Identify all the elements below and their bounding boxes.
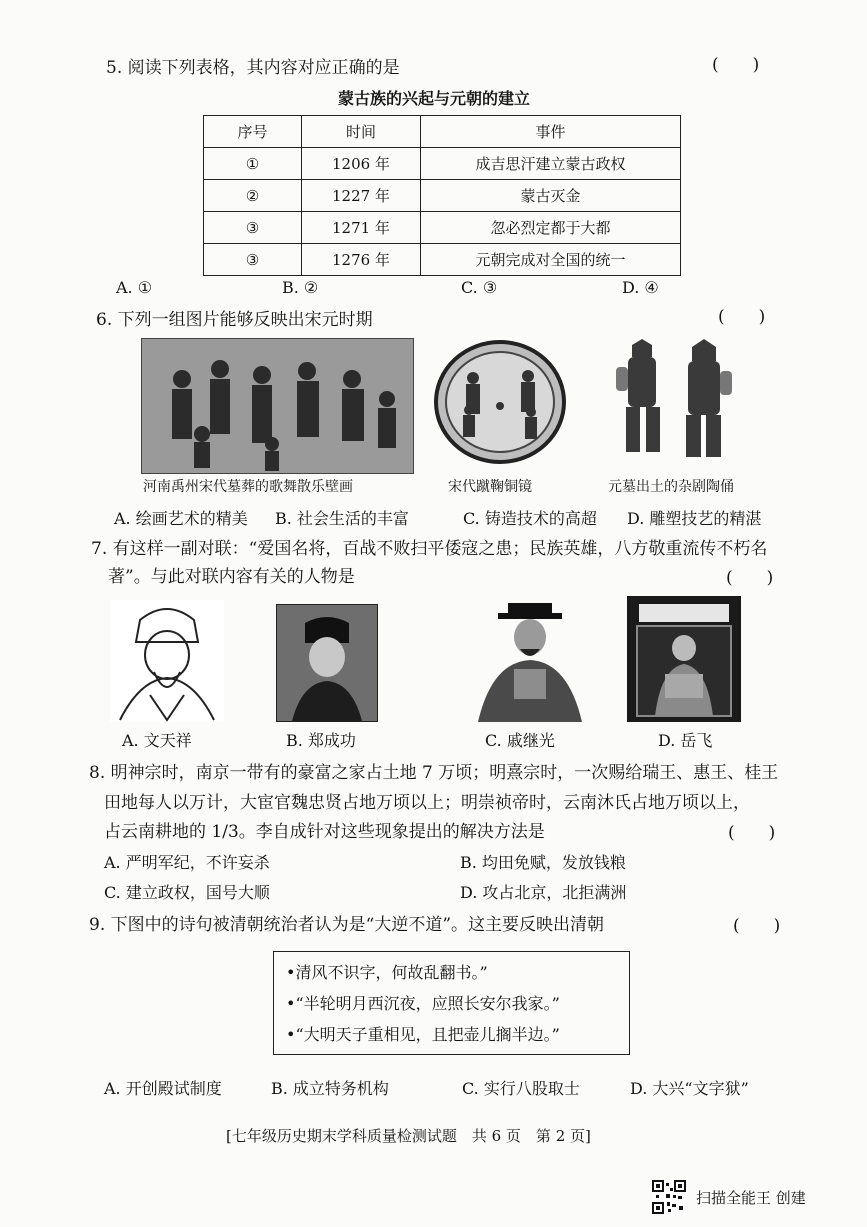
table-cell: 1227 年 <box>302 180 421 212</box>
table-cell: 成吉思汗建立蒙古政权 <box>421 148 681 180</box>
poem-box <box>273 951 630 1055</box>
q9-option-a[interactable]: A. 开创殿试制度 <box>104 1079 222 1098</box>
table-row <box>204 244 681 276</box>
q5-option-b[interactable]: B. ② <box>282 278 319 297</box>
q8-option-a[interactable]: A. 严明军纪，不许妄杀 <box>104 853 270 872</box>
q5-option-c[interactable]: C. ③ <box>461 278 498 297</box>
table-header-row <box>204 116 681 148</box>
q8-option-c[interactable]: C. 建立政权，国号大顺 <box>104 883 270 902</box>
portrait-zheng-chenggong <box>276 604 378 722</box>
poem-line-1: •清风不识字，何故乱翻书。” <box>286 963 488 982</box>
q8-stem-line1: 8. 明神宗时，南京一带有的豪富之家占土地 7 万顷；明熹宗时，一次赐给瑞王、惠王、桂王 <box>89 763 779 783</box>
q7-option-a[interactable]: A. 文天祥 <box>122 731 192 750</box>
q5-option-d[interactable]: D. ④ <box>622 278 659 297</box>
q6-answer-paren: ( ) <box>718 307 766 327</box>
q9-stem: 9. 下图中的诗句被清朝统治者认为是“大逆不道”。这主要反映出清朝 <box>89 915 605 935</box>
table-header: 时间 <box>302 116 421 148</box>
painted-portrait-icon <box>277 605 377 721</box>
q5-table-title: 蒙古族的兴起与元朝的建立 <box>338 89 531 108</box>
q8-answer-paren: ( ) <box>728 823 776 843</box>
scanner-watermark: 扫描全能王 创建 <box>696 1189 806 1207</box>
q7-stem-line1: 7. 有这样一副对联：“爱国名将，百战不败扫平倭寇之患；民族英雄，八方敬重流传不朽名 <box>91 539 768 559</box>
qr-code-icon <box>652 1180 686 1214</box>
q8-option-b[interactable]: B. 均田免赋，发放钱粮 <box>460 853 626 872</box>
q6-option-a[interactable]: A. 绘画艺术的精美 <box>114 509 248 528</box>
mural-image <box>141 338 414 474</box>
official-portrait-icon <box>470 597 590 722</box>
table-header: 事件 <box>421 116 681 148</box>
bronze-mirror-icon <box>433 340 567 464</box>
table-cell: 1276 年 <box>302 244 421 276</box>
q5-option-a[interactable]: A. ① <box>116 278 153 297</box>
q6-caption-mirror: 宋代蹴鞠铜镜 <box>448 479 532 495</box>
q8-stem-line2: 田地每人以万计，大宦官魏忠贤占地万顷以上；明崇祯帝时，云南沐氏占地万顷以上， <box>104 793 750 813</box>
q7-answer-paren: ( ) <box>726 568 774 588</box>
table-row <box>204 180 681 212</box>
opera-figurines-image <box>602 335 752 467</box>
q5-table <box>203 115 681 276</box>
table-cell: ③ <box>204 212 302 244</box>
table-row <box>204 148 681 180</box>
poem-line-2: •“半轮明月西沉夜，应照长安尔我家。” <box>286 994 560 1013</box>
q7-stem-line2: 著”。与此对联内容有关的人物是 <box>108 567 355 587</box>
q8-option-d[interactable]: D. 攻占北京，北拒满洲 <box>460 883 627 902</box>
q5-stem: 5. 阅读下列表格，其内容对应正确的是 <box>106 58 400 78</box>
mural-figures-icon <box>142 339 413 473</box>
table-cell: 忽必烈定都于大都 <box>421 212 681 244</box>
portrait-qi-jiguang <box>470 597 590 722</box>
q6-option-c[interactable]: C. 铸造技术的高超 <box>463 509 597 528</box>
sketch-portrait-icon <box>110 600 224 722</box>
q5-answer-paren: ( ) <box>712 55 760 75</box>
table-cell: 蒙古灭金 <box>421 180 681 212</box>
q8-stem-line3: 占云南耕地的 1/3。李自成针对这些现象提出的解决方法是 <box>104 822 545 842</box>
table-row <box>204 212 681 244</box>
q6-caption-figurines: 元墓出土的杂剧陶俑 <box>608 479 734 495</box>
q6-option-d[interactable]: D. 雕塑技艺的精湛 <box>627 509 762 528</box>
pottery-figurine-icon <box>602 335 752 467</box>
portrait-wen-tianxiang <box>110 600 224 722</box>
portrait-yue-fei <box>627 596 741 722</box>
table-cell: ① <box>204 148 302 180</box>
q7-option-d[interactable]: D. 岳飞 <box>658 731 713 750</box>
q6-stem: 6. 下列一组图片能够反映出宋元时期 <box>96 310 373 330</box>
table-header: 序号 <box>204 116 302 148</box>
cuju-mirror-image <box>433 340 567 464</box>
table-cell: 元朝完成对全国的统一 <box>421 244 681 276</box>
table-cell: 1271 年 <box>302 212 421 244</box>
q6-option-b[interactable]: B. 社会生活的丰富 <box>275 509 409 528</box>
page-footer: [七年级历史期末学科质量检测试题 共 6 页 第 2 页] <box>226 1127 591 1145</box>
q9-option-c[interactable]: C. 实行八股取士 <box>462 1079 580 1098</box>
table-cell: 1206 年 <box>302 148 421 180</box>
q7-option-b[interactable]: B. 郑成功 <box>286 731 356 750</box>
q9-option-b[interactable]: B. 成立特务机构 <box>271 1079 389 1098</box>
armored-general-icon <box>627 596 741 722</box>
q6-caption-mural: 河南禹州宋代墓葬的歌舞散乐壁画 <box>143 479 353 495</box>
q9-option-d[interactable]: D. 大兴“文字狱” <box>630 1079 749 1098</box>
table-cell: ③ <box>204 244 302 276</box>
poem-line-3: •“大明天子重相见，且把壶儿搁半边。” <box>286 1025 560 1044</box>
q9-answer-paren: ( ) <box>733 916 781 936</box>
q7-option-c[interactable]: C. 戚继光 <box>485 731 555 750</box>
table-cell: ② <box>204 180 302 212</box>
